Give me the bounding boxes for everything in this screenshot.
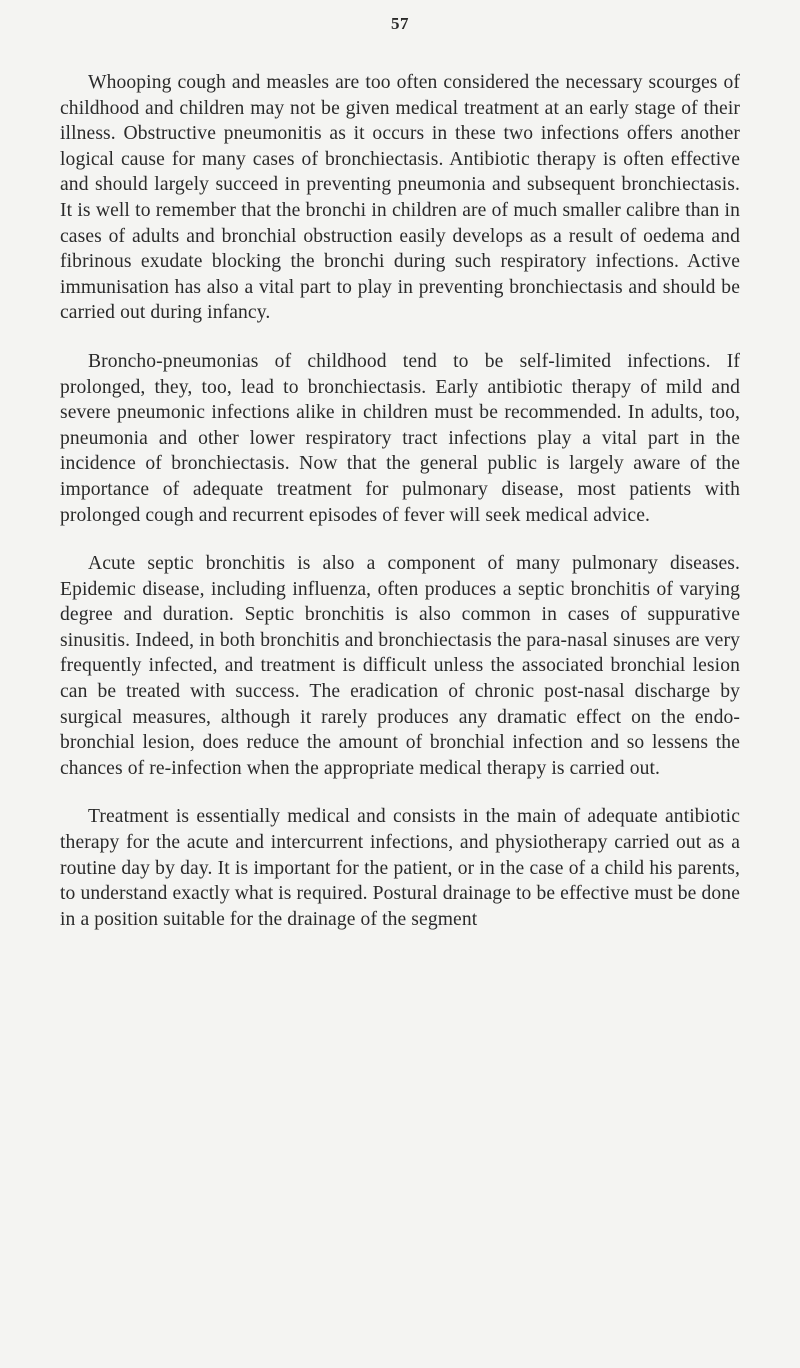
paragraph-treatment: Treatment is essentially medical and consists in the main of adequate antibiotic therapy for the acute and intercurrent infections, and physiotherapy carried out as a routine day by day. It is important for the patient, or in the case of a child his parents, to understand exactly what is required. Postural drainage to be effective must be done in a position suitable for the drainage of the segment [60, 806, 740, 930]
paragraph-broncho-pneumonias: Broncho-pneumonias of childhood tend to be self-limited infections. If prolonged, they, too, lead to bronchiectasis. Early antibiotic therapy of mild and severe pneumonic infections alike in children must be recommended. In adults, too, pneumonia and other lower respiratory tract infections play a vital part in the incidence of bronchiectasis. Now that the general public is largely aware of the importance of adequate treatment for pulmonary disease, most patients with prolonged cough and recurrent episodes of fever will seek medical advice. [60, 350, 740, 526]
paragraph-septic-bronchitis: Acute septic bronchitis is also a component of many pulmonary diseases. Epidemic disease, including influenza, often produces a septic bronchitis of varying degree and duration. Septic bronchitis is also common in cases of suppurative sinusitis. Indeed, in both bronchitis and bronchiectasis the para-nasal sinuses are very frequently infected, and treatment is difficult unless the associated bronchial lesion can be treated with success. The eradication of chronic post-nasal discharge by surgical measures, although it rarely produces any dramatic effect on the endo-bronchial lesion, does reduce the amount of bronchial infection and so lessens the chances of re-infection when the appropriate medical therapy is carried out. [60, 553, 740, 779]
paragraph-whooping-cough: Whooping cough and measles are too often considered the necessary scourges of childhood and children may not be given medical treatment at an early stage of their illness. Obstructive pneumonitis as it occurs in these two infections offers another logical cause for many cases of bronchiectasis. Antibiotic therapy is often effective and should largely succeed in preventing pneumonia and subsequent bronchiectasis. It is well to remember that the bronchi in children are of much smaller calibre than in cases of adults and bronchial obstruction easily develops as a result of oedema and fibrinous exudate blocking the bronchi during such respiratory infections. Active immunisation has also a vital part to play in preventing bronchiectasis and should be carried out during infancy. [60, 72, 740, 324]
body-text [60, 70, 740, 932]
page-number: 57 [391, 14, 409, 33]
